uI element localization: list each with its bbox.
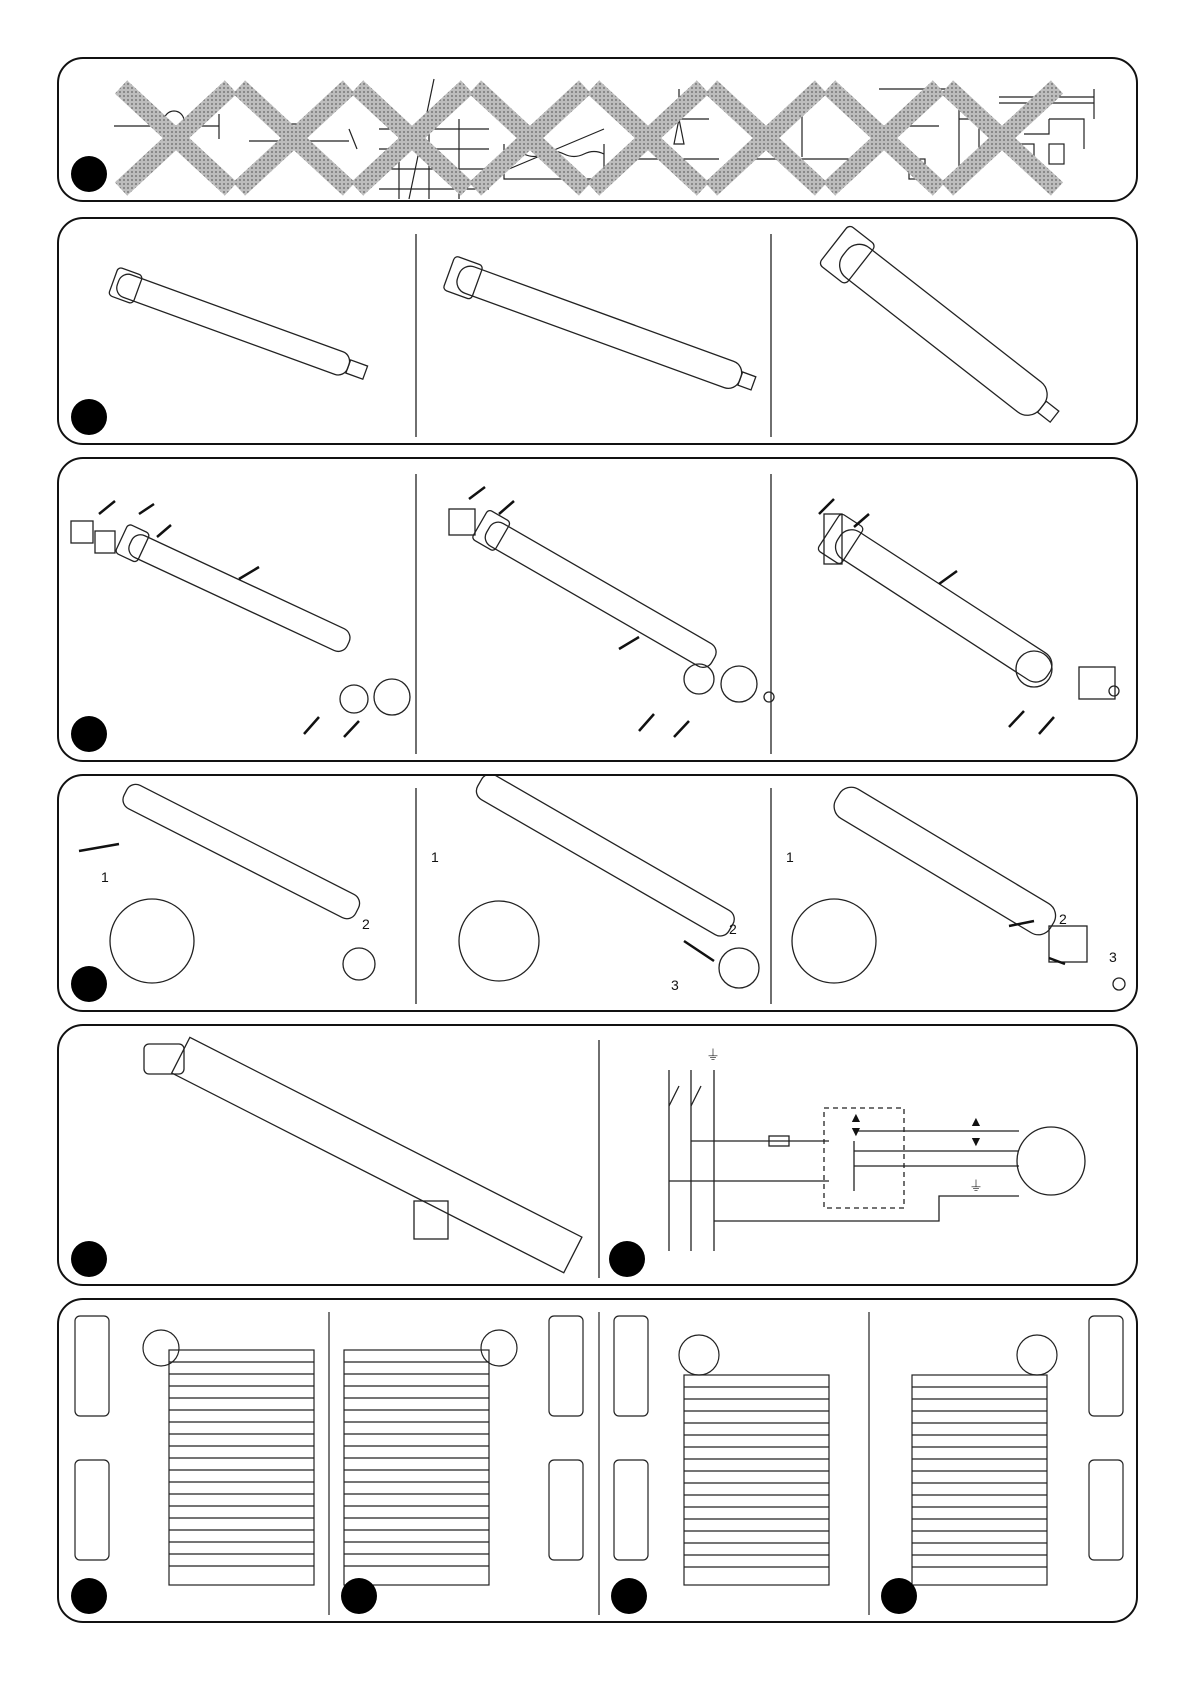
motor-up-symbol: ▲ bbox=[969, 1113, 983, 1129]
up-down-symbol-down: ▼ bbox=[849, 1123, 863, 1139]
figure-marker-2 bbox=[71, 399, 107, 435]
step-1-label-b: 1 bbox=[431, 849, 439, 865]
up-down-symbol-up: ▲ bbox=[849, 1109, 863, 1125]
figure-marker-3 bbox=[71, 716, 107, 752]
warnings-illustration bbox=[59, 59, 1138, 202]
step-2-label-c: 2 bbox=[1059, 911, 1067, 927]
assembly-panel bbox=[57, 774, 1138, 1012]
prohibited-crosses bbox=[121, 87, 1057, 189]
limit-settings-panel bbox=[57, 1298, 1138, 1623]
installation-panel bbox=[57, 1024, 1138, 1286]
shutter-4 bbox=[912, 1335, 1057, 1585]
figure-marker-1 bbox=[71, 156, 107, 192]
motor-types-panel bbox=[57, 217, 1138, 445]
shutter-3 bbox=[679, 1335, 829, 1585]
figure-marker-6b bbox=[341, 1578, 377, 1614]
figure-marker-4 bbox=[71, 966, 107, 1002]
components-panel bbox=[57, 457, 1138, 762]
wiring-diagram bbox=[669, 1070, 1085, 1251]
step-2-label-a: 2 bbox=[362, 916, 370, 932]
motor-type-3 bbox=[818, 225, 1069, 437]
figure-marker-5b bbox=[609, 1241, 645, 1277]
figure-marker-6c bbox=[611, 1578, 647, 1614]
step-1-label-c: 1 bbox=[786, 849, 794, 865]
motor-type-2 bbox=[443, 256, 760, 401]
limit-settings-illustration bbox=[59, 1300, 1138, 1623]
motor-down-symbol: ▼ bbox=[969, 1133, 983, 1149]
step-3-label-c: 3 bbox=[1109, 949, 1117, 965]
assembly-arrows bbox=[79, 844, 1065, 964]
assembly-illustration bbox=[59, 776, 1138, 1012]
step-1-label-a: 1 bbox=[101, 869, 109, 885]
components-illustration bbox=[59, 459, 1138, 762]
motor-types-illustration bbox=[59, 219, 1138, 445]
step-2-label-b: 2 bbox=[729, 921, 737, 937]
motor-ground-symbol: ⏚ bbox=[969, 1178, 983, 1194]
warnings-panel bbox=[57, 57, 1138, 202]
motor-type-1 bbox=[108, 267, 370, 387]
step-3-label-b: 3 bbox=[671, 977, 679, 993]
figure-marker-6a bbox=[71, 1578, 107, 1614]
installation-illustration bbox=[59, 1026, 1138, 1286]
component-arrows bbox=[99, 487, 1054, 737]
ground-symbol-top: ⏚ bbox=[706, 1047, 720, 1063]
figure-marker-6d bbox=[881, 1578, 917, 1614]
figure-marker-5a bbox=[71, 1241, 107, 1277]
